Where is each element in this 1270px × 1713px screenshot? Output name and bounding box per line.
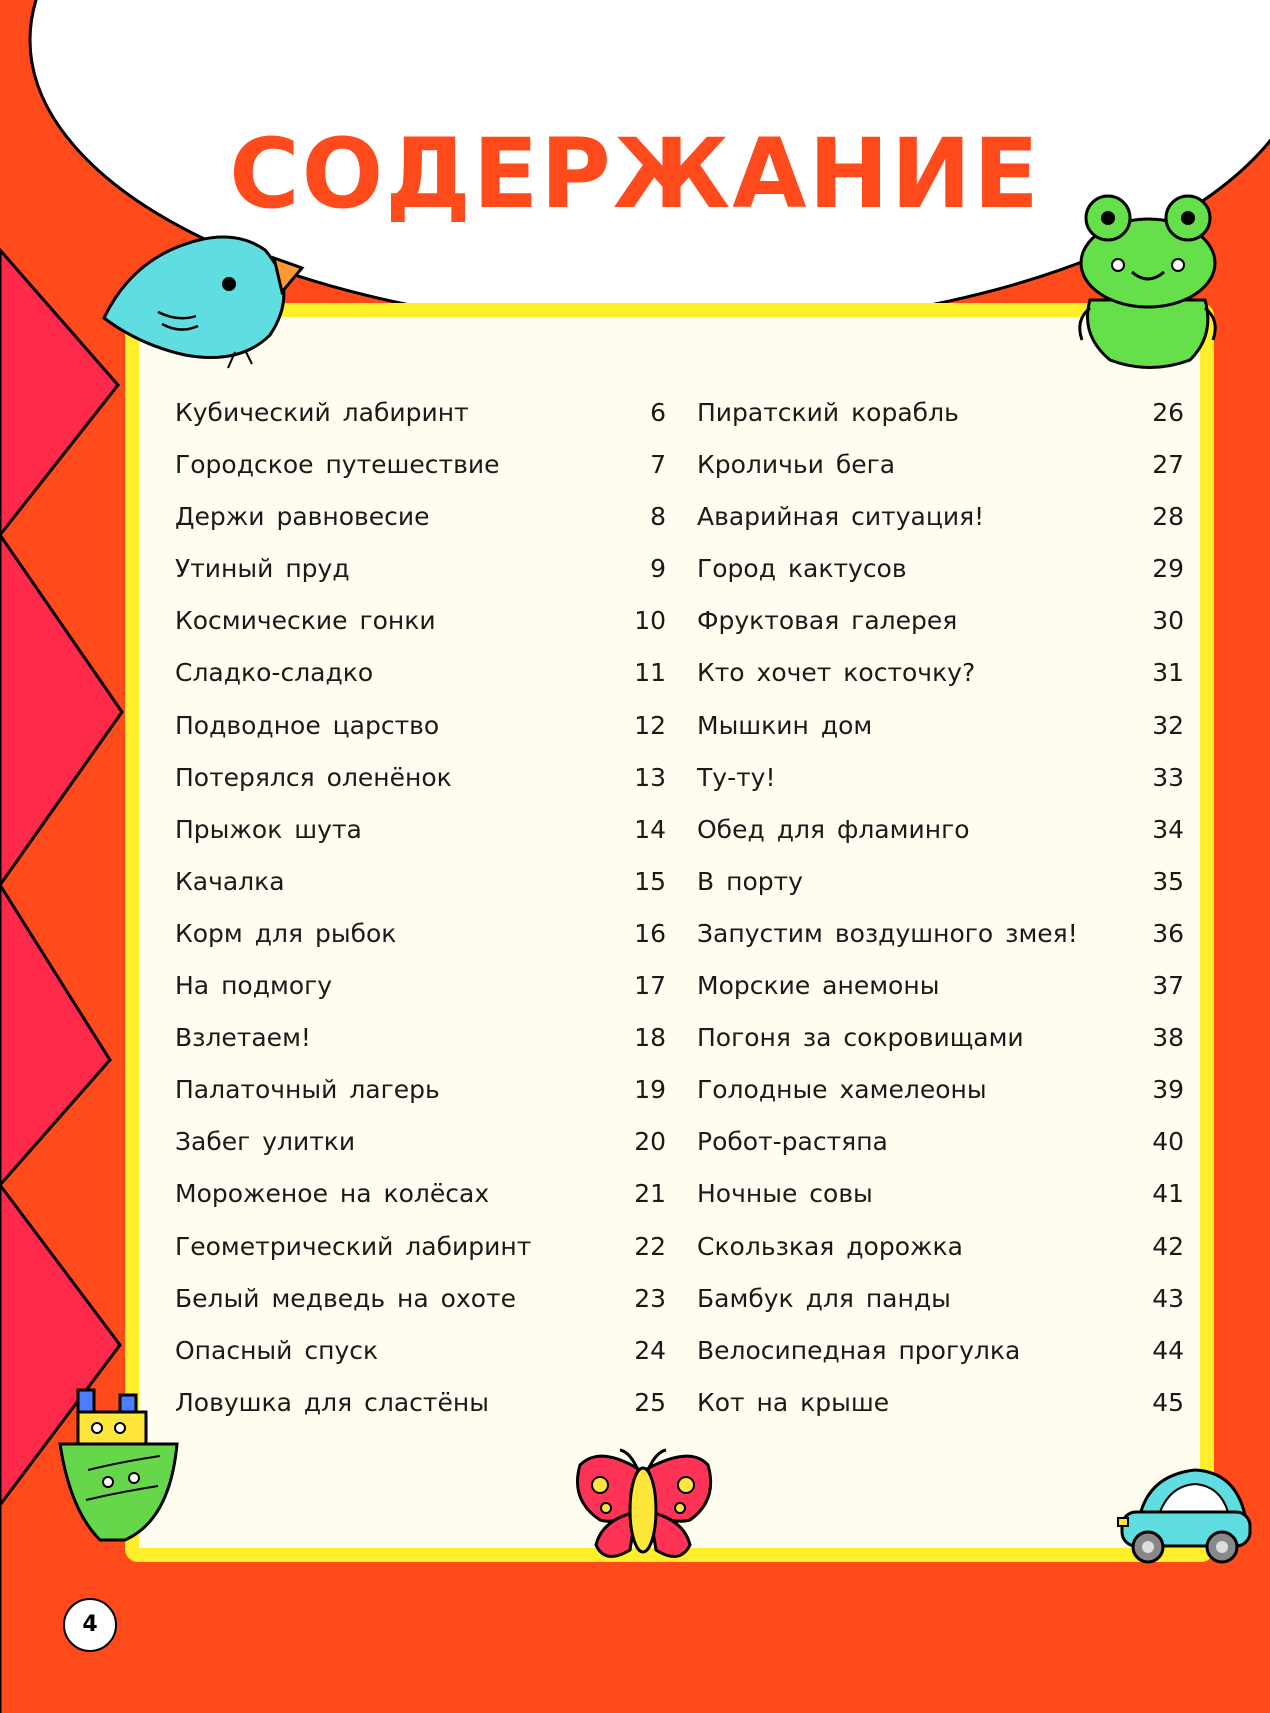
toc-entry-title: Аварийная ситуация! xyxy=(697,502,985,532)
toc-entry xyxy=(697,658,1184,710)
toc-entry-title: В порту xyxy=(697,866,803,896)
toc-entry-title: Скользкая дорожка xyxy=(697,1231,963,1261)
toc-entry-title: Кто хочет косточку? xyxy=(697,658,976,688)
toc-entry xyxy=(697,1284,1184,1336)
toc-entry-page: 42 xyxy=(1152,1231,1184,1261)
toc-entry-page: 16 xyxy=(634,918,666,948)
toc-entry xyxy=(697,1179,1184,1231)
toc-entry-title: Бамбук для панды xyxy=(697,1283,951,1313)
toc-entry-page: 28 xyxy=(1152,502,1184,532)
toc-entry-title: Белый медведь на охоте xyxy=(175,1283,516,1313)
toc-entry-page: 11 xyxy=(634,658,666,688)
toc-entry xyxy=(697,867,1184,919)
toc-entry xyxy=(175,971,666,1023)
toc-entry xyxy=(175,919,666,971)
toc-entry xyxy=(175,398,666,450)
toc-entry xyxy=(175,1023,666,1075)
toc-entry-title: Обед для фламинго xyxy=(697,814,970,844)
toc-entry xyxy=(697,711,1184,763)
toc-entry-title: Забег улитки xyxy=(175,1127,356,1157)
toc-entry xyxy=(697,554,1184,606)
toc-entry xyxy=(697,502,1184,554)
toc-entry-page: 35 xyxy=(1152,866,1184,896)
toc-entry-title: Город кактусов xyxy=(697,554,907,584)
toc-entry-title: Морские анемоны xyxy=(697,971,940,1001)
toc-entry-title: На подмогу xyxy=(175,971,333,1001)
toc-entry-title: Городское путешествие xyxy=(175,450,500,480)
toc-entry xyxy=(697,815,1184,867)
toc-entry-title: Голодные хамелеоны xyxy=(697,1075,987,1105)
toc-entry xyxy=(175,658,666,710)
toc-entry-page: 20 xyxy=(634,1127,666,1157)
toc-entry-page: 45 xyxy=(1152,1387,1184,1417)
toc-entry-title: Взлетаем! xyxy=(175,1023,311,1053)
toc-entry xyxy=(697,1127,1184,1179)
toc-entry-title: Палаточный лагерь xyxy=(175,1075,440,1105)
toc-entry-page: 23 xyxy=(634,1283,666,1313)
toc-entry-page: 17 xyxy=(634,971,666,1001)
toc-entry-page: 24 xyxy=(634,1335,666,1365)
toc-entry xyxy=(175,502,666,554)
toc-entry xyxy=(697,919,1184,971)
toc-entry xyxy=(175,1075,666,1127)
toc-entry-title: Подводное царство xyxy=(175,710,440,740)
toc-entry-title: Ловушка для сластёны xyxy=(175,1387,489,1417)
toc-entry-page: 13 xyxy=(634,762,666,792)
toc-entry-page: 29 xyxy=(1152,554,1184,584)
toc-entry-title: Ночные совы xyxy=(697,1179,873,1209)
toc-entry xyxy=(175,815,666,867)
toc-entry-page: 12 xyxy=(634,710,666,740)
toc-entry xyxy=(175,867,666,919)
toc-entry xyxy=(175,1388,666,1440)
toc-entry xyxy=(175,450,666,502)
toc-entry xyxy=(697,971,1184,1023)
toc-entry-page: 27 xyxy=(1152,450,1184,480)
toc-entry-title: Потерялся оленёнок xyxy=(175,762,452,792)
toc-entry-title: Пиратский корабль xyxy=(697,398,959,427)
page-number-badge: 4 xyxy=(63,1598,117,1652)
toc-entry xyxy=(697,1232,1184,1284)
toc-entry-title: Сладко-сладко xyxy=(175,658,374,688)
toc-entry-title: Качалка xyxy=(175,866,285,896)
toc-entry xyxy=(697,1075,1184,1127)
toc-entry-page: 43 xyxy=(1152,1283,1184,1313)
toc-entry-title: Мышкин дом xyxy=(697,710,873,740)
toc-entry-page: 32 xyxy=(1152,710,1184,740)
toc-entry-page: 10 xyxy=(634,606,666,636)
toc-entry-page: 9 xyxy=(650,554,666,584)
toc-entry-title: Кот на крыше xyxy=(697,1387,890,1417)
toc-entry-page: 8 xyxy=(650,502,666,532)
page-title: СОДЕРЖАНИЕ xyxy=(229,118,1041,230)
toc-entry-page: 18 xyxy=(634,1023,666,1053)
toc-entry-title: Утиный пруд xyxy=(175,554,350,584)
toc-entry-title: Фруктовая галерея xyxy=(697,606,958,636)
toc-entry xyxy=(697,450,1184,502)
toc-entry xyxy=(697,1336,1184,1388)
toc-entry-page: 31 xyxy=(1152,658,1184,688)
toc-right-column xyxy=(697,398,1184,1440)
toc-entry-title: Запустим воздушного змея! xyxy=(697,918,1078,948)
toc-entry-title: Опасный спуск xyxy=(175,1335,379,1365)
toc-entry-page: 22 xyxy=(634,1231,666,1261)
toc-entry xyxy=(175,763,666,815)
toc-entry xyxy=(175,554,666,606)
toc-entry-page: 37 xyxy=(1152,971,1184,1001)
toc-entry xyxy=(697,763,1184,815)
toc-entry-page: 38 xyxy=(1152,1023,1184,1053)
toc-entry-page: 30 xyxy=(1152,606,1184,636)
toc-entry-page: 44 xyxy=(1152,1335,1184,1365)
toc-entry xyxy=(175,1336,666,1388)
toc-entry-title: Держи равновесие xyxy=(175,502,430,532)
toc-entry-page: 39 xyxy=(1152,1075,1184,1105)
toc-entry-page: 36 xyxy=(1152,918,1184,948)
toc-entry-page: 14 xyxy=(634,814,666,844)
toc-entry-title: Кроличьи бега xyxy=(697,450,896,480)
toc-entry-title: Геометрический лабиринт xyxy=(175,1231,532,1261)
toc-entry xyxy=(175,606,666,658)
toc-entry-title: Велосипедная прогулка xyxy=(697,1335,1021,1365)
toc-entry-page: 41 xyxy=(1152,1179,1184,1209)
toc-entry-title: Космические гонки xyxy=(175,606,436,636)
toc-entry-page: 25 xyxy=(634,1387,666,1417)
toc-entry xyxy=(697,606,1184,658)
toc-entry-page: 40 xyxy=(1152,1127,1184,1157)
toc-entry-title: Мороженое на колёсах xyxy=(175,1179,490,1209)
toc-entry-title: Робот-растяпа xyxy=(697,1127,888,1157)
toc-entry-page: 34 xyxy=(1152,814,1184,844)
toc-entry-page: 33 xyxy=(1152,762,1184,792)
toc-entry-title: Погоня за сокровищами xyxy=(697,1023,1024,1053)
toc-entry xyxy=(175,1179,666,1231)
toc-left-column xyxy=(175,398,666,1440)
toc-entry-title: Корм для рыбок xyxy=(175,918,397,948)
toc-entry-page: 7 xyxy=(650,450,666,480)
toc-entry-page: 21 xyxy=(634,1179,666,1209)
toc-entry xyxy=(697,1388,1184,1440)
toc-entry-page: 6 xyxy=(650,398,666,427)
toc-entry-page: 15 xyxy=(634,866,666,896)
toc-entry-page: 19 xyxy=(634,1075,666,1105)
toc-entry xyxy=(697,398,1184,450)
toc-entry-title: Ту-ту! xyxy=(697,762,776,792)
toc-entry xyxy=(175,1232,666,1284)
toc-entry-title: Кубический лабиринт xyxy=(175,398,469,427)
toc-entry-page: 26 xyxy=(1152,398,1184,427)
toc-entry xyxy=(697,1023,1184,1075)
toc-entry-title: Прыжок шута xyxy=(175,814,362,844)
toc-entry xyxy=(175,1284,666,1336)
toc-entry xyxy=(175,1127,666,1179)
toc-entry xyxy=(175,711,666,763)
